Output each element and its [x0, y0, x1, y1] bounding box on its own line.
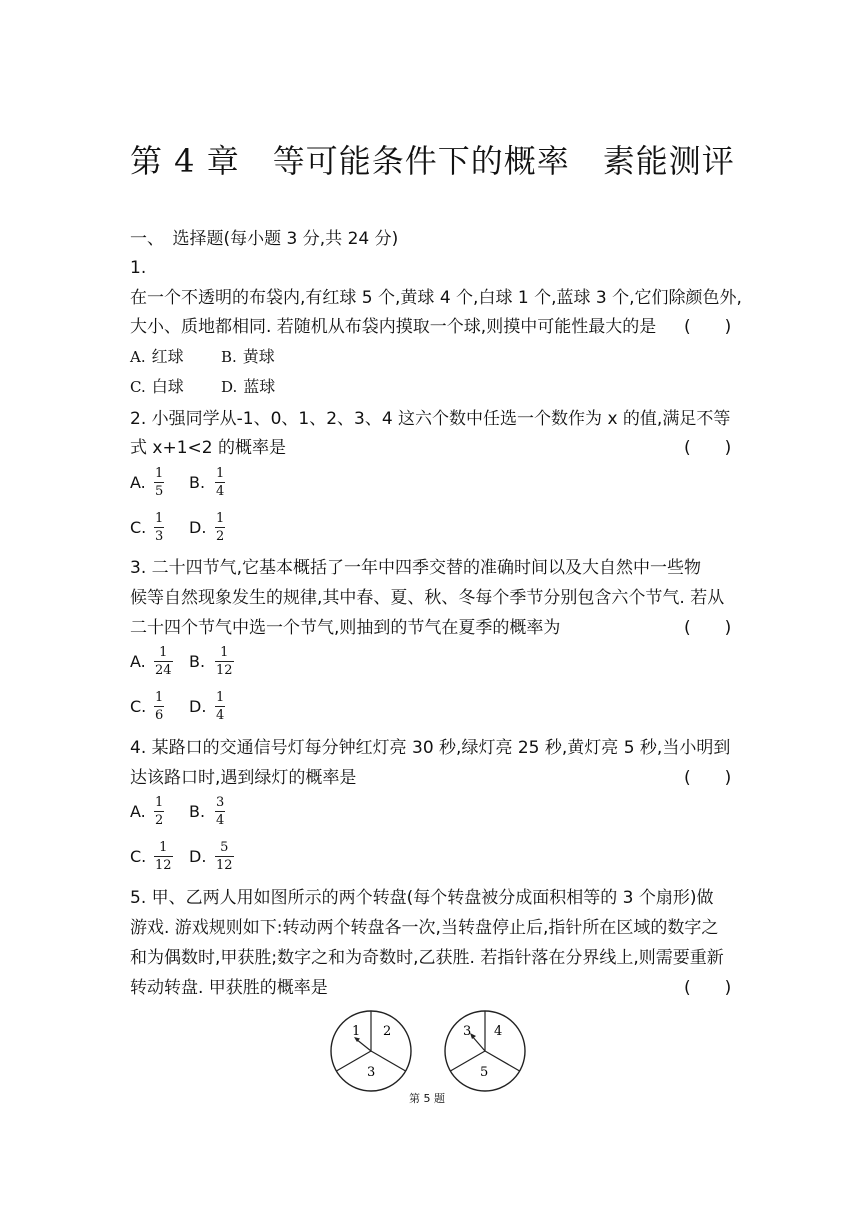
q2-stem-line1: 2. 小强同学从-1、0、1、2、3、4 这六个数中任选一个数作为 x 的值,满足不等 — [130, 409, 731, 429]
q1-option-b — [221, 347, 275, 367]
sector-label: 3 — [367, 1065, 376, 1080]
option-text: 黄球 — [242, 347, 275, 366]
q4-answer-blank: ( ) — [684, 768, 732, 788]
spinner-right — [445, 1011, 525, 1091]
sector-label: 1 — [352, 1024, 361, 1039]
q4-stem-line1: 4. 某路口的交通信号灯每分钟红灯亮 30 秒,绿灯亮 25 秒,黄灯亮 5 秒,当小明到 — [130, 738, 731, 758]
q5-stem-line2: 游戏. 游戏规则如下:转动两个转盘各一次,当转盘停止后,指针所在区域的数字之 — [130, 918, 719, 938]
numerator: 1 — [216, 690, 225, 705]
q4-option-a-letter: A. — [130, 802, 146, 821]
q3-option-d-letter: D. — [189, 697, 207, 716]
spinner-left — [331, 1011, 411, 1091]
denominator: 5 — [155, 484, 164, 499]
q4-option-d-letter: D. — [189, 847, 207, 866]
denominator: 4 — [216, 813, 225, 828]
q1-stem-line2: 大小、质地都相同. 若随机从布袋内摸取一个球,则摸中可能性最大的是 — [130, 317, 657, 337]
q1-number: 1. — [130, 258, 147, 278]
sector-label: 4 — [494, 1024, 503, 1039]
q1-stem-line1: 在一个不透明的布袋内,有红球 5 个,黄球 4 个,白球 1 个,蓝球 3 个,它们除颜色外, — [130, 288, 742, 308]
sector-label: 5 — [480, 1065, 489, 1080]
numerator: 1 — [159, 840, 168, 855]
denominator: 4 — [216, 484, 225, 499]
pointer-arrow-icon — [472, 1036, 485, 1051]
q2-option-d-fraction — [215, 511, 225, 544]
denominator: 12 — [216, 663, 233, 678]
numerator: 3 — [216, 795, 225, 810]
section-heading: 一、 选择题(每小题 3 分,共 24 分) — [130, 229, 399, 249]
q2-option-b-letter: B. — [189, 473, 206, 492]
q5-stem-line3: 和为偶数时,甲获胜;数字之和为奇数时,乙获胜. 若指针落在分界线上,则需要重新 — [130, 948, 724, 968]
option-text: 白球 — [151, 377, 184, 396]
q4-option-b-letter: B. — [189, 802, 206, 821]
q4-option-b-fraction — [215, 795, 225, 828]
q5-answer-blank: ( ) — [684, 978, 732, 998]
denominator: 4 — [216, 708, 225, 723]
q1-option-a — [130, 347, 184, 367]
q3-option-d-fraction — [215, 690, 225, 723]
denominator: 2 — [155, 813, 164, 828]
sector-label: 3 — [463, 1024, 472, 1039]
option-text: 红球 — [151, 347, 184, 366]
q3-option-b-fraction — [215, 645, 234, 678]
numerator: 1 — [159, 645, 168, 660]
figure-caption: 第 5 题 — [409, 1092, 445, 1105]
q1-answer-blank: ( ) — [684, 317, 732, 337]
q4-stem-line2: 达该路口时,遇到绿灯的概率是 — [130, 768, 357, 788]
q3-option-a-letter: A. — [130, 652, 146, 671]
q3-option-b-letter: B. — [189, 652, 206, 671]
option-letter: B. — [221, 348, 237, 366]
q2-option-a-fraction — [154, 466, 164, 499]
q3-stem-line2: 候等自然现象发生的规律,其中春、夏、秋、冬每个季节分别包含六个节气. 若从 — [130, 588, 725, 608]
denominator: 12 — [155, 858, 172, 873]
numerator: 1 — [216, 466, 225, 481]
spinners-figure — [327, 1010, 527, 1092]
q4-option-c-letter: C. — [130, 847, 147, 866]
q2-stem-line2: 式 x+1<2 的概率是 — [130, 438, 286, 458]
q3-option-c-letter: C. — [130, 697, 147, 716]
q3-answer-blank: ( ) — [684, 618, 732, 638]
sector-label: 2 — [383, 1024, 392, 1039]
q4-option-a-fraction — [154, 795, 164, 828]
q2-option-b-fraction — [215, 466, 225, 499]
option-letter: A. — [130, 348, 146, 366]
q4-option-d-fraction — [215, 840, 234, 873]
q3-stem-line1: 3. 二十四节气,它基本概括了一年中四季交替的准确时间以及大自然中一些物 — [130, 558, 702, 578]
denominator: 3 — [155, 529, 164, 544]
option-letter: D. — [221, 378, 238, 396]
option-text: 蓝球 — [243, 377, 276, 396]
denominator: 6 — [155, 708, 164, 723]
q2-option-c-letter: C. — [130, 518, 147, 537]
q2-answer-blank: ( ) — [684, 438, 732, 458]
option-letter: C. — [130, 378, 146, 396]
q2-option-d-letter: D. — [189, 518, 207, 537]
q2-option-a-letter: A. — [130, 473, 146, 492]
q3-option-c-fraction — [154, 690, 164, 723]
numerator: 1 — [155, 795, 164, 810]
q3-option-a-fraction — [154, 645, 173, 678]
q2-option-c-fraction — [154, 511, 164, 544]
denominator: 12 — [216, 858, 233, 873]
numerator: 1 — [155, 466, 164, 481]
q4-option-c-fraction — [154, 840, 173, 873]
denominator: 24 — [155, 663, 172, 678]
q5-stem-line1: 5. 甲、乙两人用如图所示的两个转盘(每个转盘被分成面积相等的 3 个扇形)做 — [130, 888, 714, 908]
numerator: 1 — [155, 511, 164, 526]
denominator: 2 — [216, 529, 225, 544]
numerator: 1 — [155, 690, 164, 705]
numerator: 1 — [220, 645, 229, 660]
pointer-arrow-icon — [356, 1039, 371, 1051]
q5-stem-line4: 转动转盘. 甲获胜的概率是 — [130, 978, 328, 998]
numerator: 1 — [216, 511, 225, 526]
q3-stem-line3: 二十四个节气中选一个节气,则抽到的节气在夏季的概率为 — [130, 618, 561, 638]
q1-option-c — [130, 377, 184, 397]
numerator: 5 — [220, 840, 229, 855]
q1-option-d — [221, 377, 275, 397]
page-title: 第 4 章 等可能条件下的概率 素能测评 — [130, 142, 735, 180]
